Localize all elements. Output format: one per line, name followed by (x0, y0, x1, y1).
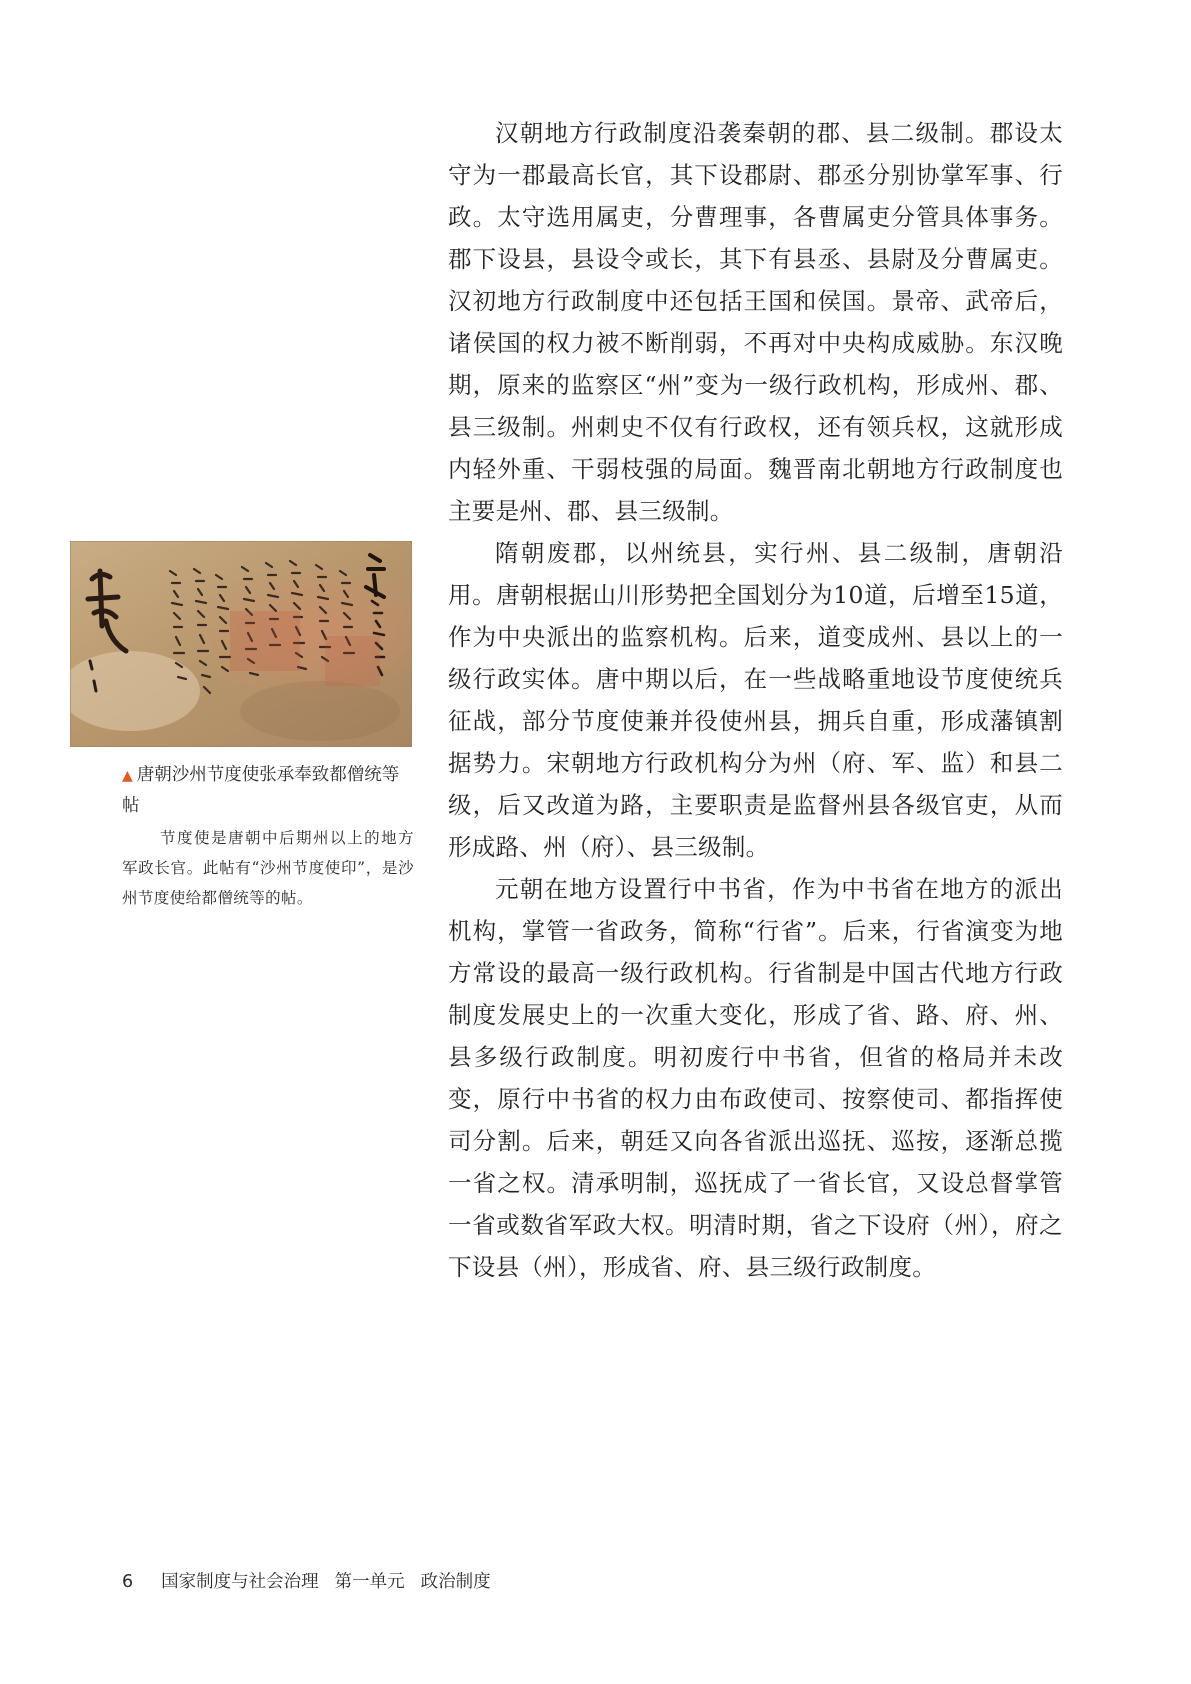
page-number: 6 (122, 1572, 134, 1592)
book-title: 国家制度与社会治理 (161, 1572, 319, 1592)
caption-title (122, 760, 414, 821)
triangle-up-icon: ▲ (122, 768, 133, 784)
caption-description: 节度使是唐朝中后期州以上的地方军政长官。此帖有“沙州节度使印”，是沙州节度使给都僧统等的帖。 (122, 829, 414, 907)
chapter-label: 政治制度 (420, 1572, 491, 1592)
figure-caption (122, 760, 414, 913)
main-text (448, 112, 1063, 1288)
page-footer (122, 1568, 491, 1593)
calligraphy-manuscript-image (70, 541, 412, 747)
paragraph-sui-tang-song: 隋朝废郡，以州统县，实行州、县二级制，唐朝沿用。唐朝根据山川形势把全国划分为10道，后增至15道，作为中央派出的监察机构。后来，道变成州、县以上的一级行政实体。唐中期以后，在一些战略重地设节度使统兵征战，部分节度使兼并役使州县，拥兵自重，形成藩镇割据势力。宋朝地方行政机构分为州（府、军、监）和县二级，后又改道为路，主要职责是监督州县各级官吏，从而形成路、州（府）、县三级制。 (448, 539, 1063, 861)
unit-label: 第一单元 (334, 1572, 405, 1592)
paragraph-han-to-wei-jin: 汉朝地方行政制度沿袭秦朝的郡、县二级制。郡设太守为一郡最高长官，其下设郡尉、郡丞分别协掌军事、行政。太守选用属吏，分曹理事，各曹属吏分管具体事务。郡下设县，县设令或长，其下有县丞、县尉及分曹属吏。汉初地方行政制度中还包括王国和侯国。景帝、武帝后，诸侯国的权力被不断削弱，不再对中央构成威胁。东汉晚期，原来的监察区“州”变为一级行政机构，形成州、郡、县三级制。州刺史不仅有行政权，还有领兵权，这就形成内轻外重、干弱枝强的局面。魏晋南北朝地方行政制度也主要是州、郡、县三级制。 (448, 119, 1063, 525)
paragraph-yuan-ming-qing: 元朝在地方设置行中书省，作为中书省在地方的派出机构，掌管一省政务，简称“行省”。后来，行省演变为地方常设的最高一级行政机构。行省制是中国古代地方行政制度发展史上的一次重大变化，形成了省、路、府、州、县多级行政制度。明初废行中书省，但省的格局并未改变，原行中书省的权力由布政使司、按察使司、都指挥使司分割。后来，朝廷又向各省派出巡抚、巡按，逐渐总揽一省之权。清承明制，巡抚成了一省长官，又设总督掌管一省或数省军政大权。明清时期，省之下设府（州），府之下设县（州），形成省、府、县三级行政制度。 (448, 875, 1063, 1281)
caption-title-text: 唐朝沙州节度使张承奉致都僧统等帖 (122, 765, 400, 816)
historical-document-photo (70, 541, 412, 747)
